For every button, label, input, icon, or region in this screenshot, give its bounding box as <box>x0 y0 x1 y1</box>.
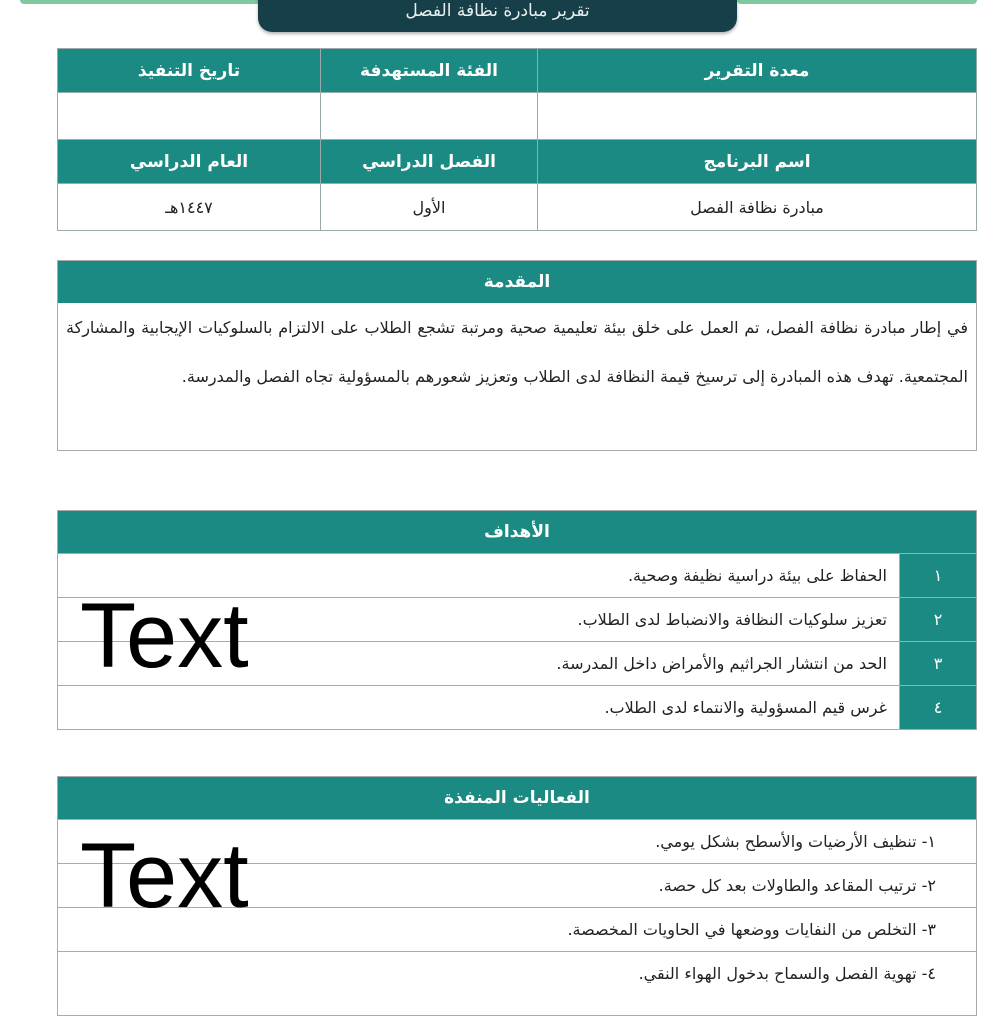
activity-text: ١- تنظيف الأرضيات والأسطح بشكل يومي. <box>655 832 936 851</box>
info-table <box>57 48 977 231</box>
value-year: ١٤٤٧هـ <box>58 184 321 231</box>
goal-number: ٢ <box>899 598 976 641</box>
header-target: الفئة المستهدفة <box>321 49 538 93</box>
activities-title: الفعاليات المنفذة <box>58 777 976 819</box>
text-overlay: Text <box>80 585 249 687</box>
goal-text: الحفاظ على بيئة دراسية نظيفة وصحية. <box>627 566 887 585</box>
value-semester: الأول <box>321 184 538 231</box>
value-target <box>321 93 538 140</box>
goal-number: ٣ <box>899 642 976 685</box>
report-title: تقرير مبادرة نظافة الفصل <box>258 0 737 32</box>
goal-row <box>58 685 976 729</box>
intro-section <box>57 260 977 451</box>
goal-text: غرس قيم المسؤولية والانتماء لدى الطلاب. <box>604 698 887 717</box>
activity-text: ٢- ترتيب المقاعد والطاولات بعد كل حصة. <box>658 876 936 895</box>
intro-text: في إطار مبادرة نظافة الفصل، تم العمل على خلق بيئة تعليمية صحية ومرتبة تشجع الطلاب على الالتزام بالسلوكيات الإيجابية والمشاركة المجتمعية. تهدف هذه المبادرة إلى ترسيخ قيمة النظافة لدى الطلاب وتعزيز شعورهم بالمسؤولية تجاه الفصل والمدرسة. <box>66 318 968 386</box>
goals-title: الأهداف <box>58 511 976 553</box>
activity-row <box>58 951 976 995</box>
header-program: اسم البرنامج <box>538 140 977 184</box>
text-overlay: Text <box>80 825 249 927</box>
value-preparer <box>538 93 977 140</box>
goal-number: ١ <box>899 554 976 597</box>
activity-text: ٤- تهوية الفصل والسماح بدخول الهواء النقي. <box>638 964 936 983</box>
top-decor-right <box>737 0 977 4</box>
goal-text: الحد من انتشار الجراثيم والأمراض داخل المدرسة. <box>556 654 887 673</box>
value-date <box>58 93 321 140</box>
top-decor-left <box>20 0 260 4</box>
header-semester: الفصل الدراسي <box>321 140 538 184</box>
activity-text: ٣- التخلص من النفايات ووضعها في الحاويات المخصصة. <box>567 920 936 939</box>
header-year: العام الدراسي <box>58 140 321 184</box>
goal-number: ٤ <box>899 686 976 729</box>
goal-text: تعزيز سلوكيات النظافة والانضباط لدى الطلاب. <box>577 610 887 629</box>
value-program: مبادرة نظافة الفصل <box>538 184 977 231</box>
header-preparer: معدة التقرير <box>538 49 977 93</box>
header-date: تاريخ التنفيذ <box>58 49 321 93</box>
intro-title: المقدمة <box>58 261 976 303</box>
